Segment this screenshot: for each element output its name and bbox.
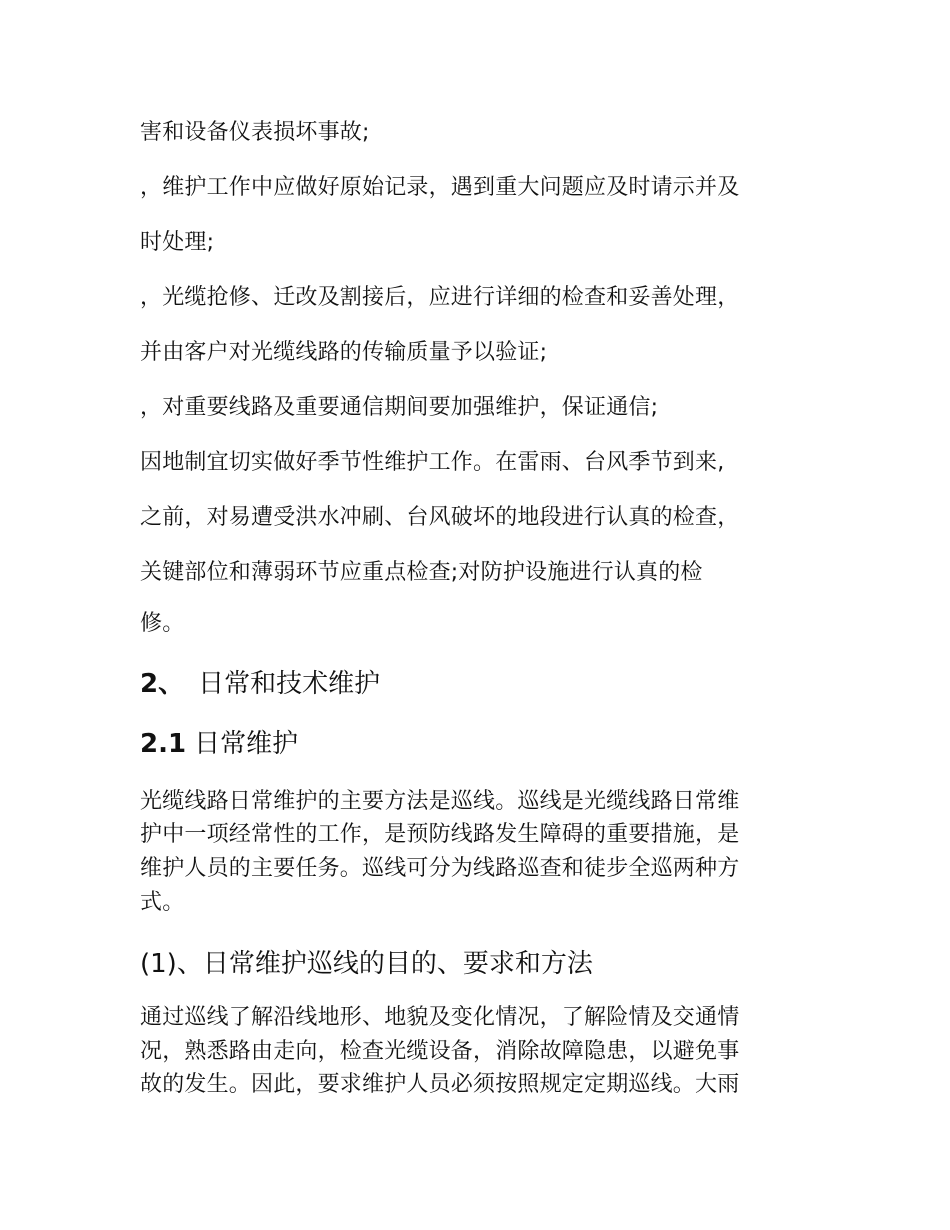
section-title: 、日常维护巡线的目的、要求和方法: [176, 949, 593, 979]
section-heading-2-1: [140, 727, 298, 761]
body-text-line: ，光缆抢修、迁改及割接后，应进行详细的检查和妥善处理，: [140, 285, 740, 310]
body-text-line: 况，熟悉路由走向，检查光缆设备，消除故障隐患，以避免事: [140, 1039, 740, 1064]
section-title: 日常维护: [194, 729, 299, 759]
body-text-line: 并由客户对光缆线路的传输质量予以验证;: [140, 340, 548, 365]
body-text-line: 光缆线路日常维护的主要方法是巡线。巡线是光缆线路日常维: [140, 789, 740, 814]
body-text-line: ，对重要线路及重要通信期间要加强维护，保证通信;: [140, 395, 659, 420]
section-title: 日常和技术维护: [198, 669, 381, 699]
body-text-line: 故的发生。因此，要求维护人员必须按照规定定期巡线。大雨: [140, 1072, 740, 1097]
body-text-line: 因地制宜切实做好季节性维护工作。在雷雨、台风季节到来,: [140, 450, 725, 475]
body-text-line: 害和设备仪表损坏事故;: [140, 120, 370, 145]
section-heading-2: [140, 667, 380, 701]
section-heading-1: [140, 947, 593, 981]
body-text-line: 维护人员的主要任务。巡线可分为线路巡查和徒步全巡两种方: [140, 856, 740, 881]
section-number: 2、: [140, 669, 185, 699]
body-text-line: 护中一项经常性的工作，是预防线路发生障碍的重要措施，是: [140, 822, 740, 847]
section-number: 2.1: [140, 729, 187, 759]
body-text-line: 关键部位和薄弱环节应重点检查;对防护设施进行认真的检: [140, 560, 703, 585]
body-text-line: 时处理;: [140, 230, 215, 255]
section-number: (1): [140, 949, 177, 979]
body-text-line: ，维护工作中应做好原始记录，遇到重大问题应及时请示并及: [140, 175, 740, 200]
body-text-line: 通过巡线了解沿线地形、地貌及变化情况，了解险情及交通情: [140, 1005, 740, 1030]
body-text-line: 修。: [140, 611, 185, 636]
body-text-line: 之前，对易遭受洪水冲刷、台风破坏的地段进行认真的检查，: [140, 505, 740, 530]
body-text-line: 式。: [140, 890, 185, 915]
